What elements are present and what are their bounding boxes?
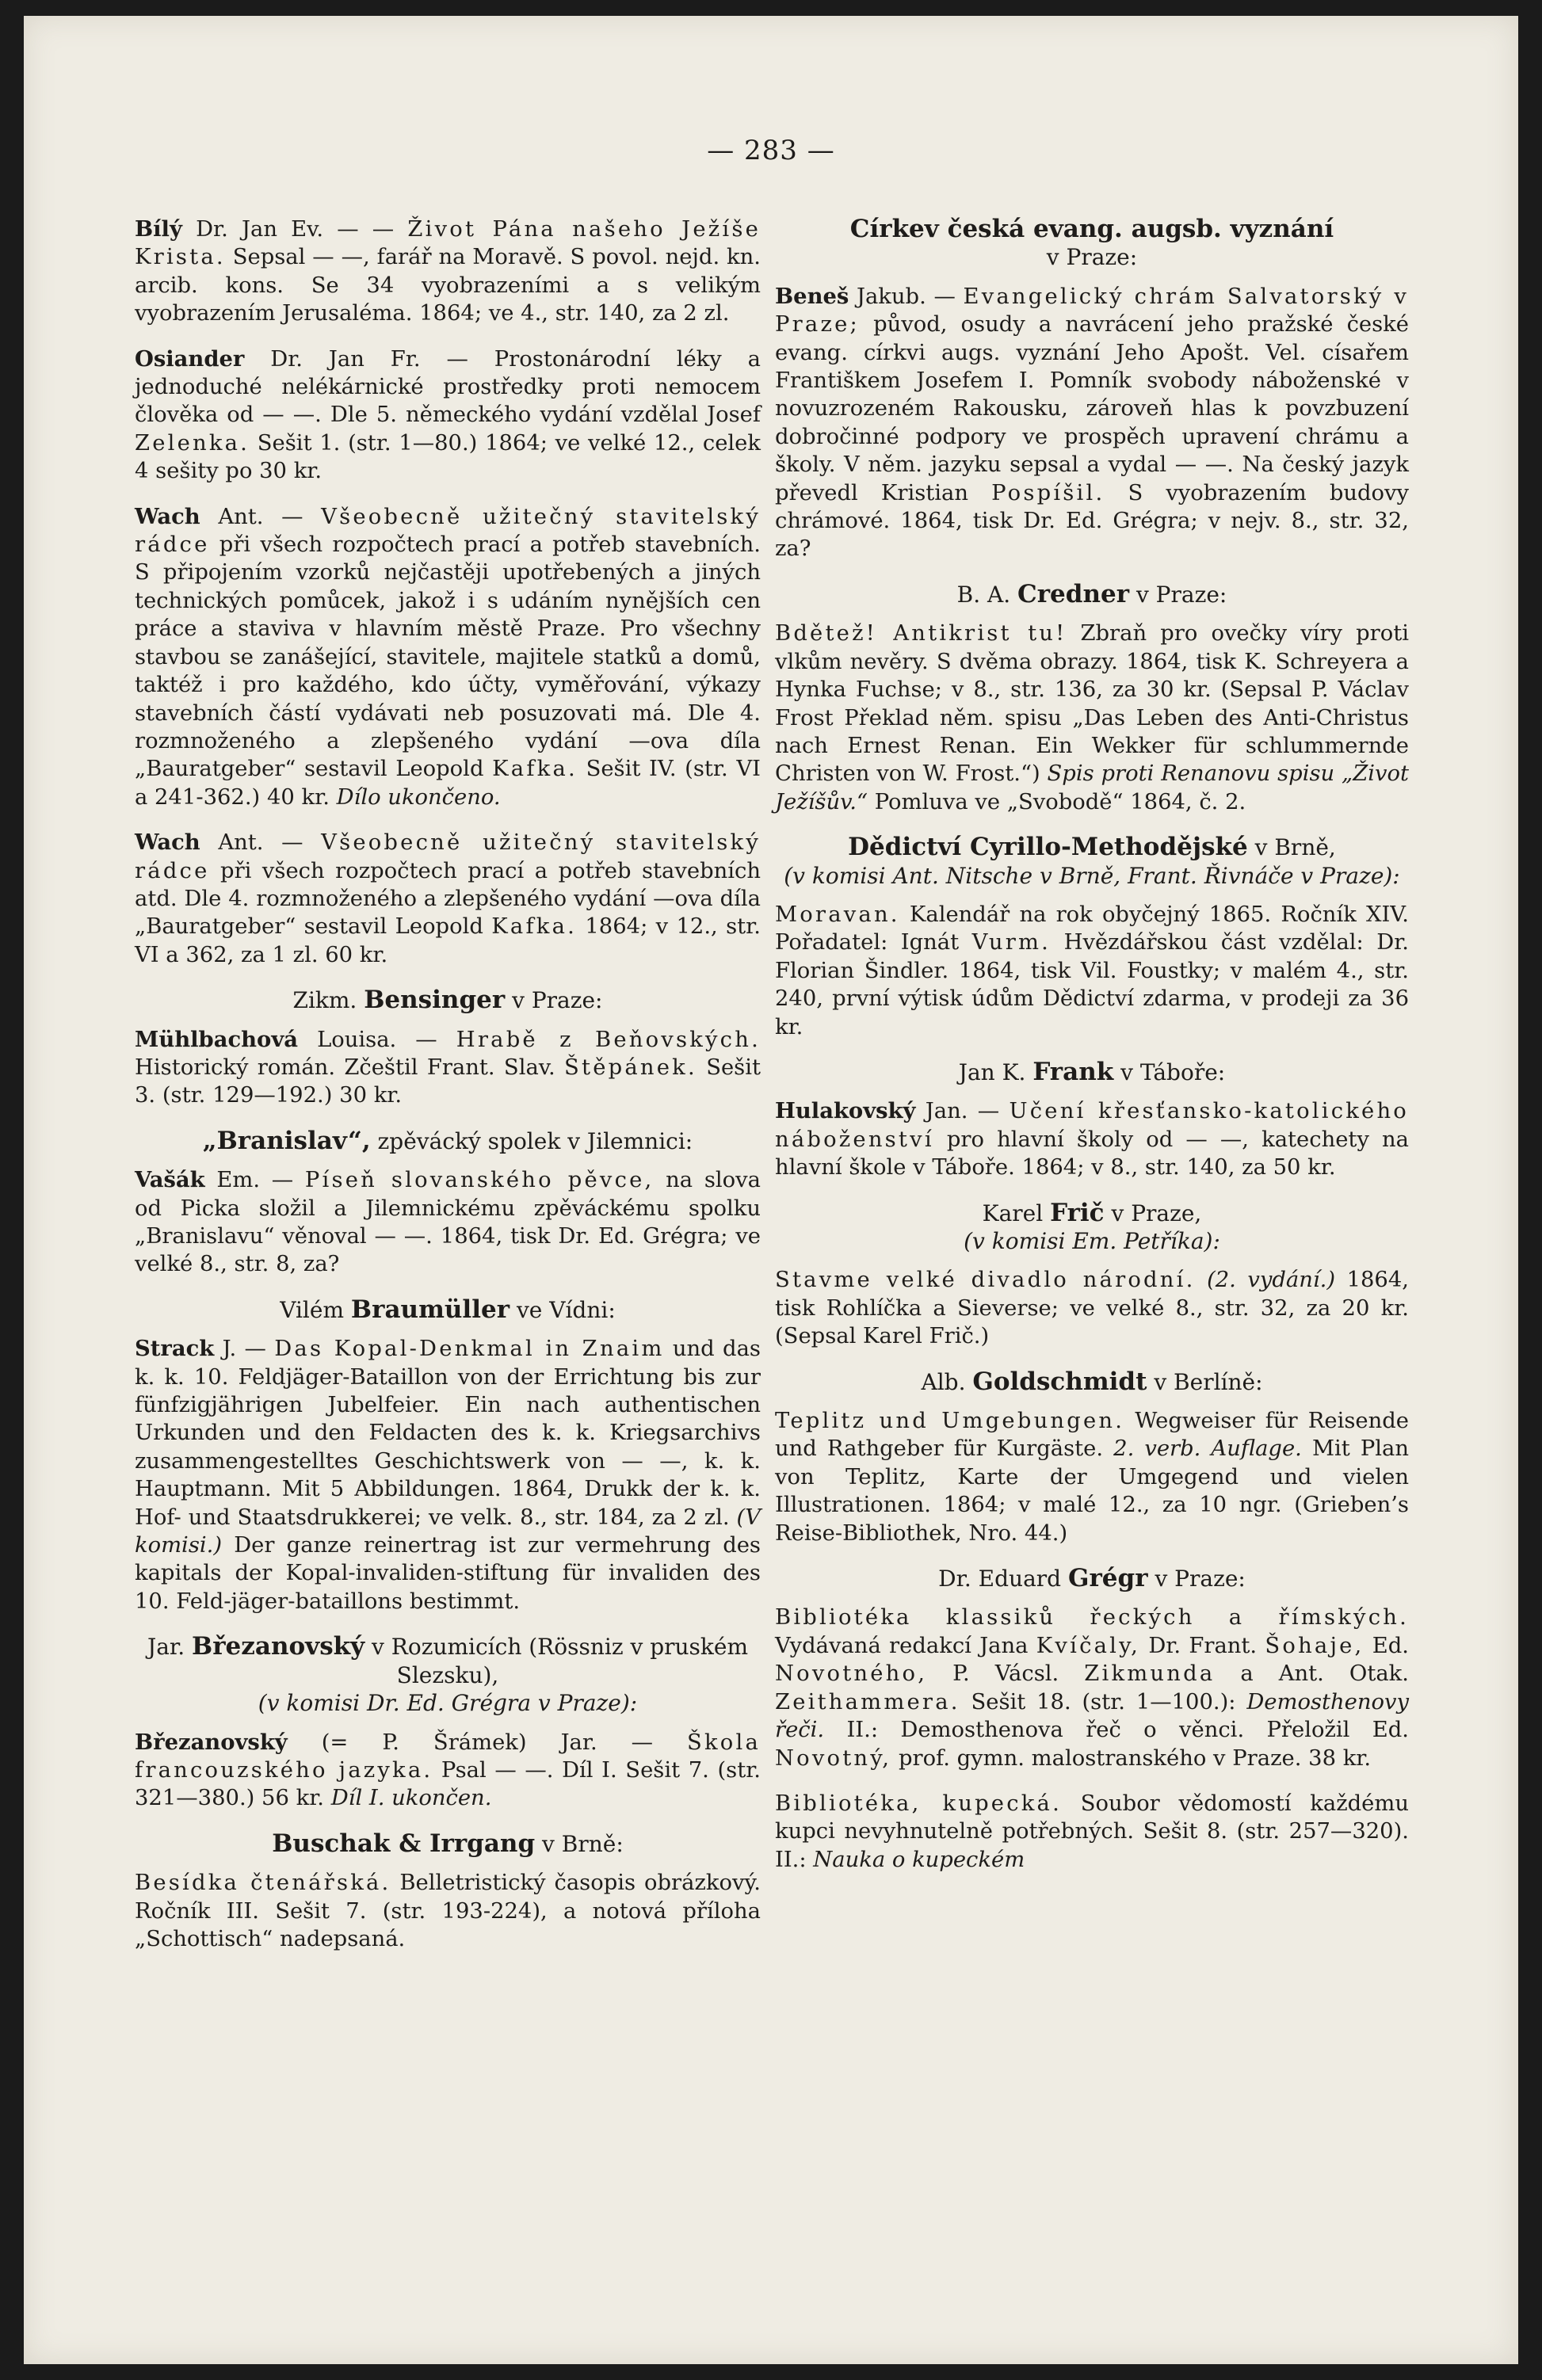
entry-title: Všeobecně užitečný stavitelský rádce xyxy=(135,504,761,558)
publisher-prefix: Karel xyxy=(982,1200,1044,1226)
entry-author-rest: Em. — xyxy=(216,1168,294,1193)
publisher-name: Frič xyxy=(1050,1198,1105,1227)
entry-text: při všech rozpočtech prací a potřeb stavebních. S připojením vzorků nejčastěji upotřebených a jiných technických pomůcek, jakož i s udáním nynějších cen práce a staviva v hlavním městě Praze. Pro všechny stavbou se zanášející, stavitele, majitele statků a domů, taktéž i pro každého, kdo účty, vyměřování, výkazy stavebních částí vydávati neb posuzovati má. Dle 4. rozmnoženého a zlepšeného vydání —ova díla „Bauratgeber“ sestavil Leopold xyxy=(135,532,761,782)
publisher-heading xyxy=(135,1633,761,1717)
catalog-entry xyxy=(135,1729,761,1813)
entry-title: Škola francouzského jazyka. xyxy=(135,1730,761,1783)
entry-note: (2. vydání.) xyxy=(1207,1268,1336,1293)
entry-author-rest: (= P. Šrámek) Jar. — xyxy=(321,1730,654,1755)
publisher-place: v Rozumicích (Rössniz v pruském Slezsku), xyxy=(372,1634,749,1688)
entry-title: Píseň slovanského pěvce, xyxy=(304,1168,655,1193)
catalog-entry xyxy=(775,620,1409,816)
entry-author-rest: Ant. — xyxy=(218,830,303,856)
entry-text: Zbraň pro ovečky víry proti vlkům nevěry. S dvěma obrazy. 1864, tisk K. Schreyera a Hynka Fuchse; v 8., str. 136, za 30 kr. (Sepsal P. Václav Frost Překlad něm. spisu „Das Leben des Anti-Christus nach Ernest Renan. Ein Wekker für schlummernde Christen von W. Frost.“) xyxy=(775,621,1409,787)
entry-author: Beneš xyxy=(775,283,849,309)
publisher-prefix: Alb. xyxy=(921,1368,966,1395)
publisher-name: Goldschmidt xyxy=(972,1367,1147,1396)
entry-note: Díl I. ukončen. xyxy=(330,1786,492,1811)
entry-text: prof. gymn. malostranského v Praze. 38 kr. xyxy=(898,1745,1372,1771)
publisher-place: v Praze: xyxy=(1136,581,1227,608)
entry-author: Wach xyxy=(135,830,200,856)
entry-note: Demosthenovy řeči. xyxy=(775,1689,1409,1743)
entry-spaced-name: Kvíčaly, xyxy=(1036,1633,1141,1658)
entry-note: Nauka o kupeckém xyxy=(813,1847,1025,1872)
entry-text: Soubor vědomostí každému kupci nevyhnutelně potřebných. Sešit 8. (str. 257—320). II.: xyxy=(775,1791,1409,1872)
entry-spaced-name: Novotného, xyxy=(775,1661,928,1687)
publisher-place: v Praze, xyxy=(1111,1200,1202,1226)
publisher-place: v Berlíně: xyxy=(1154,1368,1263,1395)
entry-author-rest: Dr. Jan Ev. — — xyxy=(196,217,395,242)
entry-text-continued: Pomluva ve „Svobodě“ 1864, č. 2. xyxy=(874,789,1246,814)
entry-text: Sepsal — —, farář na Moravě. S povol. nejd. kn. arcib. kons. Se 34 vyobrazeními a s velikým vyobrazením Jerusaléma. 1864; ve 4., str. 140, za 2 zl. xyxy=(135,245,761,326)
publisher-prefix: Jan K. xyxy=(958,1058,1026,1085)
entry-text: II.: Demosthenova řeč o věnci. Přeložil Ed. xyxy=(846,1718,1409,1743)
entry-spaced-name: Pospíšil. xyxy=(991,480,1105,505)
publisher-prefix: Jar. xyxy=(147,1634,185,1661)
catalog-entry xyxy=(135,1869,761,1953)
entry-text: Vydávaná redakcí Jana xyxy=(775,1633,1029,1658)
publisher-name: Bensinger xyxy=(364,986,506,1015)
entry-note: Dílo ukončeno. xyxy=(336,784,501,810)
publisher-name: Frank xyxy=(1032,1057,1114,1086)
publisher-name: „Branislav“, xyxy=(202,1126,371,1155)
entry-title: Život Pána našeho Ježíše Krista. xyxy=(135,217,761,270)
entry-title: Učení křesťansko-katolického náboženství xyxy=(775,1099,1409,1152)
catalog-entry xyxy=(775,283,1409,563)
entry-text-continued: Hvězdářskou část vzdělal: Dr. Florian Šindler. 1864, tisk Vil. Foustky; v malém 4., str. 240, první výtisk údům Dědictví zdarma, v prodeji za 36 kr. xyxy=(775,930,1409,1039)
catalog-entry xyxy=(775,1097,1409,1181)
entry-text: Belletristický časopis obrázkový. Ročník III. Sešit 7. (str. 193-224), a notová příloha „Schottisch“ nadepsaná. xyxy=(135,1871,761,1951)
entry-text-continued: Sešit 3. (str. 129—192.) 30 kr. xyxy=(135,1055,761,1108)
catalog-entry xyxy=(135,1335,761,1615)
entry-text: Dr. Jan Fr. — Prostonárodní léky a jednoduché nelékárnické prostředky proti nemocem člověka od — —. Dle 5. německého vydání vzdělal Josef xyxy=(135,346,761,428)
entry-text-continued: Sešit 1. (str. 1—80.) 1864; ve velké 12., celek 4 sešity po 30 kr. xyxy=(135,430,761,484)
entry-note: (V komisi.) xyxy=(135,1505,761,1558)
right-column xyxy=(775,215,1409,1891)
publisher-name: Braumüller xyxy=(350,1295,510,1324)
entry-spaced-name: Štěpánek. xyxy=(564,1055,697,1080)
entry-title: Hrabě z Beňovských. xyxy=(456,1027,761,1052)
entry-author: Osiander xyxy=(135,345,245,372)
publisher-heading xyxy=(775,1058,1409,1086)
entry-author: Březanovský xyxy=(135,1729,288,1755)
entry-note: Spis proti Renanovu spisu „Život Ježíšův.“ xyxy=(775,761,1409,814)
publisher-heading xyxy=(775,1368,1409,1396)
entry-spaced-name: Vurm. xyxy=(971,930,1052,955)
catalog-entry xyxy=(135,829,761,969)
publisher-name: Grégr xyxy=(1068,1564,1148,1593)
book-page xyxy=(24,16,1518,2364)
publisher-prefix: Zikm. xyxy=(292,987,357,1014)
publisher-heading xyxy=(135,986,761,1014)
publisher-name: Buschak & Irrgang xyxy=(272,1829,536,1858)
publisher-commission: (v komisi Ant. Nitsche v Brně, Frant. Řivnáče v Praze): xyxy=(784,862,1400,889)
entry-author: Bílý xyxy=(135,216,182,242)
publisher-place: v Praze: xyxy=(1046,244,1138,271)
publisher-prefix: Vilém xyxy=(280,1296,345,1323)
publisher-heading xyxy=(135,1127,761,1155)
catalog-entry xyxy=(775,1790,1409,1874)
entry-text: na slova od Picka složil a Jilemnickému zpěváckému spolku „Branislavu“ věnoval — —. 1864, tisk Dr. Ed. Grégra; ve velké 8., str. 8, za? xyxy=(135,1168,761,1277)
publisher-heading xyxy=(135,1830,761,1858)
entry-author: Wach xyxy=(135,503,200,529)
publisher-place: v Brně, xyxy=(1254,834,1336,861)
publisher-heading xyxy=(775,833,1409,890)
entry-text: původ, osudy a navrácení jeho pražské české evang. církvi augs. vyznání Jeho Apošt. Vel. císařem Františkem Josefem I. Pomník svobody náboženské v novuzrozeném Rakousku, zároveň hlas k povzbuzení dobročinné podpory ve prospěch upravení chrámu a školy. V něm. jazyku sepsal a vydal — —. Na český jazyk převedl Kristian xyxy=(775,312,1409,505)
publisher-prefix: B. A. xyxy=(956,581,1011,608)
entry-author: Hulakovský xyxy=(775,1098,916,1124)
page-number: — 283 — xyxy=(707,135,835,166)
entry-text: und das k. k. 10. Feldjäger-Bataillon von der Errichtung bis zur fünfzigjährigen Jubelfeier. Ein nach authentischen Urkunden und den Feldacten des k. k. Kriegsarchivs zusammengestelltes Geschichtswerk von — —, k. k. Hauptmann. Mit 5 Abbildungen. 1864, Drukk der k. k. Hof- und Staatsdrukkerei; ve velk. 8., str. 184, za 2 zl. xyxy=(135,1337,761,1530)
entry-text-continued: Sešit IV. (str. VI a 241-362.) 40 kr. xyxy=(135,757,761,810)
entry-author: Strack xyxy=(135,1336,215,1362)
entry-text-continued: 1864; v 12., str. VI a 362, za 1 zl. 60 kr. xyxy=(135,914,761,967)
entry-text: Psal — —. Díl I. Sešit 7. (str. 321—380.) 56 kr. xyxy=(135,1757,761,1811)
entry-spaced-name: Zikmunda xyxy=(1084,1661,1216,1687)
publisher-place: zpěvácký spolek v Jilemnici: xyxy=(377,1127,693,1154)
entry-text-continued: S vyobrazením budovy chrámové. 1864, tisk Dr. Ed. Grégra; v nejv. 8., str. 32, za? xyxy=(775,480,1409,562)
entry-spaced-name: Zelenka. xyxy=(135,430,250,456)
entry-text: Ed. xyxy=(1372,1633,1409,1658)
catalog-entry xyxy=(135,345,761,486)
entry-title: Besídka čtenářská. xyxy=(135,1871,391,1896)
entry-author-rest: Ant. — xyxy=(218,504,303,529)
entry-author-rest: Jakub. — xyxy=(857,284,956,309)
publisher-prefix: Dr. Eduard xyxy=(938,1566,1062,1592)
catalog-entry xyxy=(135,1166,761,1279)
publisher-name: Březanovský xyxy=(192,1632,365,1661)
catalog-entry xyxy=(135,503,761,811)
entry-text: Dr. Frant. xyxy=(1148,1633,1258,1658)
entry-author-rest: Louisa. — xyxy=(317,1027,437,1052)
publisher-heading xyxy=(135,1296,761,1324)
entry-spaced-name: Kafka. xyxy=(492,757,578,782)
entry-text: Sešit 18. (str. 1—100.): xyxy=(971,1689,1236,1714)
entry-text: 1864, tisk Rohlíčka a Sieverse; ve velké 8., str. 32, za 20 kr. (Sepsal Karel Frič.) xyxy=(775,1268,1409,1349)
catalog-entry xyxy=(135,1026,761,1110)
entry-title: Das Kopal-Denkmal in Znaim xyxy=(274,1337,665,1362)
publisher-commission: (v komisi Dr. Ed. Grégra v Praze): xyxy=(258,1690,638,1717)
entry-text: Kalendář na rok obyčejný 1865. Ročník XIV. Pořadatel: Ignát xyxy=(775,902,1409,955)
publisher-place: v Praze: xyxy=(1155,1566,1246,1592)
catalog-entry xyxy=(775,1407,1409,1547)
left-column xyxy=(135,215,761,1970)
publisher-heading xyxy=(775,215,1409,272)
entry-title: Bibliotéka, kupecká. xyxy=(775,1791,1062,1816)
entry-text: při všech rozpočtech prací a potřeb stavebních atd. Dle 4. rozmnoženého a zlepšeného vydání —ova díla „Bauratgeber“ sestavil Leopold xyxy=(135,858,761,940)
entry-author: Vašák xyxy=(135,1167,205,1193)
catalog-entry xyxy=(135,215,761,328)
publisher-place: v Praze: xyxy=(512,987,603,1014)
publisher-place: ve Vídni: xyxy=(516,1296,616,1323)
publisher-name: Dědictví Cyrillo-Methodějské xyxy=(848,833,1248,862)
entry-author-rest: J. — xyxy=(222,1337,266,1362)
entry-title: Teplitz und Umgebungen. xyxy=(775,1409,1125,1434)
entry-title: Stavme velké divadlo národní. xyxy=(775,1268,1196,1293)
publisher-heading xyxy=(775,1565,1409,1592)
entry-text-continued: Der ganze reinertrag ist zur vermehrung des kapitals der Kopal-invaliden-stiftung für invaliden des 10. Feld-jäger-bataillons bestimmt. xyxy=(135,1533,761,1614)
entry-text: a Ant. Otak. xyxy=(1240,1661,1409,1687)
entry-text: Historický román. Zčeštil Frant. Slav. xyxy=(135,1055,555,1080)
publisher-name: Církev česká evang. augsb. vyznání xyxy=(849,215,1334,243)
publisher-name: Credner xyxy=(1017,579,1130,608)
entry-spaced-name: Šohaje, xyxy=(1265,1633,1365,1658)
entry-title: Moravan. xyxy=(775,902,900,927)
publisher-place: v Táboře: xyxy=(1120,1058,1226,1085)
publisher-heading xyxy=(775,1200,1409,1256)
entry-title: Všeobecně užitečný stavitelský rádce xyxy=(135,830,761,883)
entry-title: Bdětež! Antikrist tu! xyxy=(775,621,1067,646)
publisher-place: v Brně: xyxy=(542,1830,624,1857)
entry-author-rest: Jan. — xyxy=(925,1099,1000,1124)
entry-spaced-name: Zeithammera. xyxy=(775,1689,960,1714)
entry-spaced-name: Kafka. xyxy=(491,914,578,940)
entry-text: P. Vácsl. xyxy=(952,1661,1059,1687)
catalog-entry xyxy=(775,1604,1409,1772)
entry-title: Evangelický chrám Salvatorský v Praze; xyxy=(775,284,1409,338)
entry-note: 2. verb. Auflage. xyxy=(1113,1436,1302,1462)
entry-spaced-name: Novotný, xyxy=(775,1745,892,1771)
catalog-entry xyxy=(775,901,1409,1041)
entry-text: Wegweiser für Reisende und Rathgeber für Kurgäste. xyxy=(775,1409,1409,1462)
entry-text: pro hlavní školy od — —, katechety na hlavní škole v Táboře. 1864; v 8., str. 140, za 50 kr. xyxy=(775,1127,1409,1180)
publisher-heading xyxy=(775,581,1409,608)
entry-author: Mühlbachová xyxy=(135,1026,298,1052)
catalog-entry xyxy=(775,1266,1409,1350)
entry-title: Bibliotéka klassiků řeckých a římských. xyxy=(775,1605,1409,1631)
publisher-commission: (v komisi Em. Petříka): xyxy=(964,1228,1220,1254)
entry-text-continued: Mit Plan von Teplitz, Karte der Umgegend und vielen Illustrationen. 1864; v malé 12., za 10 ngr. (Grieben’s Reise-Bibliothek, Nro. 44.) xyxy=(775,1436,1409,1546)
